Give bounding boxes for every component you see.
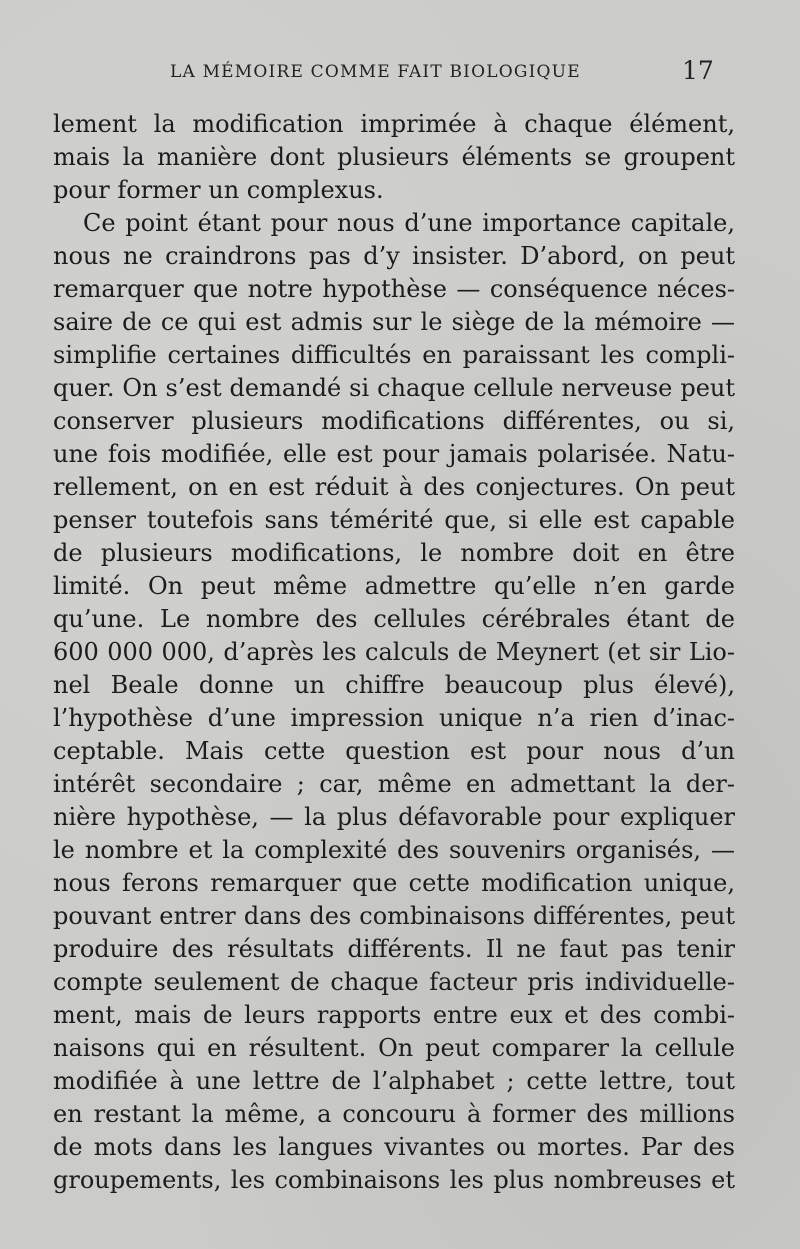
text-line: modifiée à une lettre de l’alphabet ; cette lettre, tout <box>53 1067 735 1095</box>
text-line: qu’une. Le nombre des cellules cérébrales étant de <box>53 605 735 633</box>
text-line: le nombre et la complexité des souvenirs organisés, — <box>53 836 735 864</box>
text-line: nous ferons remarquer que cette modification unique, <box>53 869 735 897</box>
text-line: quer. On s’est demandé si chaque cellule nerveuse peut <box>53 374 735 402</box>
text-line: pouvant entrer dans des combinaisons différentes, peut <box>53 902 735 930</box>
text-line: compte seulement de chaque facteur pris individuelle- <box>53 968 735 996</box>
text-line: de mots dans les langues vivantes ou mortes. Par des <box>53 1133 735 1161</box>
text-line: de plusieurs modifications, le nombre doit en être <box>53 539 735 567</box>
body-text <box>53 108 735 1197</box>
text-line: produire des résultats différents. Il ne faut pas tenir <box>53 935 735 963</box>
text-line: nous ne craindrons pas d’y insister. D’abord, on peut <box>53 242 735 270</box>
text-line: rellement, on en est réduit à des conjectures. On peut <box>53 473 735 501</box>
text-line: ment, mais de leurs rapports entre eux et des combi- <box>53 1001 735 1029</box>
text-line: nel Beale donne un chiffre beaucoup plus élevé), <box>53 671 735 699</box>
page-number: 17 <box>682 56 714 85</box>
text-line: limité. On peut même admettre qu’elle n’en garde <box>53 572 735 600</box>
text-line: penser toutefois sans témérité que, si elle est capable <box>53 506 735 534</box>
text-line: groupements, les combinaisons les plus nombreuses et <box>53 1166 735 1194</box>
text-line: 600 000 000, d’après les calculs de Meynert (et sir Lio- <box>53 638 735 666</box>
running-title: LA MÉMOIRE COMME FAIT BIOLOGIQUE <box>170 62 581 82</box>
text-line: Ce point étant pour nous d’une importance capitale, <box>83 209 735 237</box>
text-line: remarquer que notre hypothèse — conséquence néces- <box>53 275 735 303</box>
text-line: simplifie certaines difficultés en paraissant les compli- <box>53 341 735 369</box>
text-line: ceptable. Mais cette question est pour nous d’un <box>53 737 735 765</box>
text-line: saire de ce qui est admis sur le siège de la mémoire — <box>53 308 735 336</box>
text-line: pour former un complexus. <box>53 176 384 204</box>
text-line: en restant la même, a concouru à former des millions <box>53 1100 735 1128</box>
text-line: l’hypothèse d’une impression unique n’a rien d’inac- <box>53 704 735 732</box>
text-line: naisons qui en résultent. On peut comparer la cellule <box>53 1034 735 1062</box>
text-line: mais la manière dont plusieurs éléments se groupent <box>53 143 735 171</box>
text-line: intérêt secondaire ; car, même en admettant la der- <box>53 770 735 798</box>
text-line: conserver plusieurs modifications différentes, ou si, <box>53 407 735 435</box>
text-line: nière hypothèse, — la plus défavorable pour expliquer <box>53 803 735 831</box>
text-line: lement la modification imprimée à chaque élément, <box>53 110 735 138</box>
text-line: une fois modifiée, elle est pour jamais polarisée. Natu- <box>53 440 735 468</box>
